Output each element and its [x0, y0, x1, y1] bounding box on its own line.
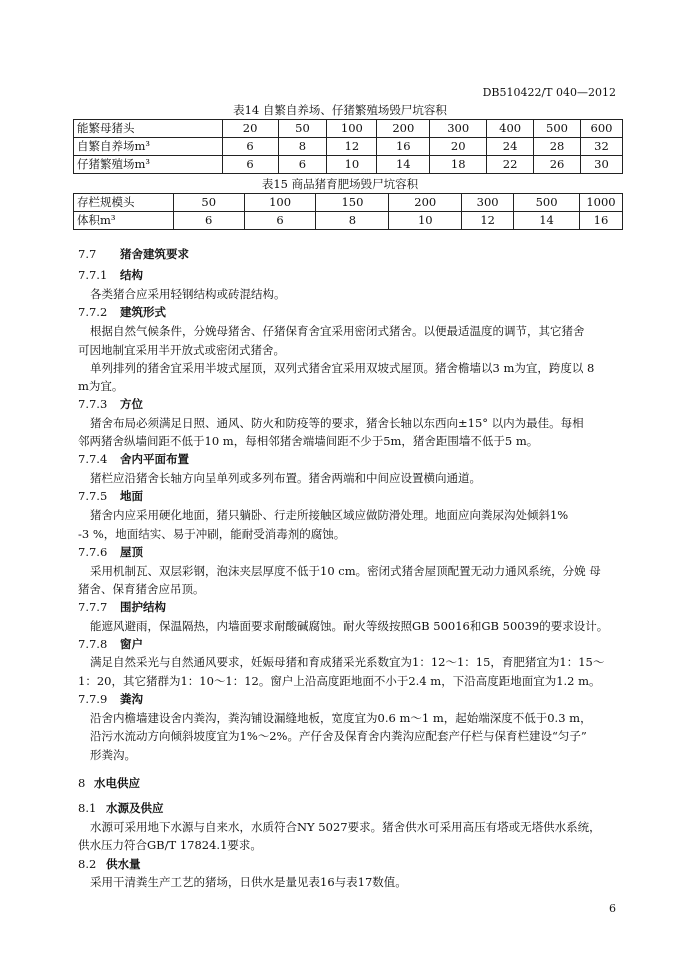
- section-heading-7-7-5: 7.7.5 地面: [78, 489, 143, 503]
- paragraph-line: 沿污水流动方向倾斜坡度宜为1%～2%。产仔舍及保育舍内粪沟应配套产仔栏与保育栏建设“匀子”: [90, 729, 587, 743]
- table-cell: 16: [377, 138, 430, 156]
- paragraph-line: 可因地制宜采用半开放式或密闭式猪舍。: [78, 343, 285, 357]
- section-heading-7-7-2: 7.7.2 建筑形式: [78, 305, 166, 319]
- paragraph-line: 满足自然采光与自然通风要求，妊娠母猪和育成猪采光系数宜为1：12～1：15，育肥猪宜为1：15～: [90, 655, 605, 669]
- table-cell: 100: [327, 120, 377, 138]
- section-heading-7-7-4: 7.7.4 舍内平面布置: [78, 452, 189, 466]
- document-code: DB510422/T 040—2012: [482, 86, 616, 99]
- section-heading-7-7-6: 7.7.6 屋顶: [78, 545, 143, 559]
- table-row: [74, 194, 623, 212]
- table-cell: 18: [430, 156, 487, 174]
- page-number: 6: [609, 902, 616, 915]
- table-cell: 300: [462, 194, 514, 212]
- table-cell: 28: [534, 138, 581, 156]
- table-cell: 20: [222, 120, 278, 138]
- table-cell: 150: [316, 194, 389, 212]
- paragraph-line: 根据自然气候条件，分娩母猪舍、仔猪保育舍宜采用密闭式猪舍。以便最适温度的调节，其它猪舍: [90, 324, 585, 338]
- paragraph-line: 1：20，其它猪群为1：10～1：12。窗户上沿高度距地面不小于2.4 m，下沿高度距地面宜为1.2 m。: [78, 674, 601, 688]
- table-cell: 14: [377, 156, 430, 174]
- table-cell: 400: [487, 120, 534, 138]
- table-cell: 6: [222, 138, 278, 156]
- table-row: [74, 156, 623, 174]
- table14-caption: 表14 自繁自养场、仔猪繁殖场毁尸坑容积: [233, 103, 447, 117]
- table-cell: 32: [580, 138, 622, 156]
- paragraph-line: 猪舍布局必须满足日照、通风、防火和防疫等的要求，猪舍长轴以东西向±15° 以内为最佳。每相: [90, 416, 584, 430]
- paragraph-line: 水源可采用地下水源与自来水，水质符合NY 5027要求。猪舍供水可采用高压有塔或无塔供水系统，: [90, 820, 601, 834]
- section-heading-8-2: 8.2 供水量: [78, 857, 141, 871]
- table-cell: 6: [173, 212, 244, 230]
- table-row: [74, 138, 623, 156]
- table14: [73, 119, 623, 174]
- section-heading-8-1: 8.1 水源及供应: [78, 801, 164, 815]
- table-cell: 能繁母猪头: [74, 120, 223, 138]
- table-cell: 存栏规模头: [74, 194, 174, 212]
- table-cell: 8: [316, 212, 389, 230]
- section-heading-7-7: 7.7 猪舍建筑要求: [78, 247, 189, 261]
- table-row: [74, 212, 623, 230]
- table-cell: 50: [173, 194, 244, 212]
- table-cell: 50: [278, 120, 327, 138]
- table-cell: 600: [580, 120, 622, 138]
- table-cell: 300: [430, 120, 487, 138]
- paragraph-line: -3 %，地面结实、易于冲刷，能耐受消毒剂的腐蚀。: [78, 527, 346, 541]
- table-cell: 1000: [579, 194, 622, 212]
- table-cell: 14: [514, 212, 580, 230]
- paragraph-line: 采用干清粪生产工艺的猪场，日供水是量见表16与表17数值。: [90, 875, 407, 889]
- table-cell: 16: [579, 212, 622, 230]
- paragraph-line: 形粪沟。: [90, 748, 136, 762]
- section-heading-7-7-7: 7.7.7 围护结构: [78, 600, 166, 614]
- paragraph-line: 各类猪合应采用轻钢结构或砖混结构。: [90, 287, 286, 301]
- paragraph-line: 猪舍、保育猪舍应吊顶。: [78, 582, 205, 596]
- table-cell: 6: [244, 212, 316, 230]
- table-cell: 30: [580, 156, 622, 174]
- table-cell: 10: [327, 156, 377, 174]
- table-cell: 24: [487, 138, 534, 156]
- paragraph-line: m为宜。: [78, 379, 124, 393]
- section-heading-7-7-8: 7.7.8 窗户: [78, 637, 143, 651]
- table-cell: 200: [377, 120, 430, 138]
- table-row: [74, 120, 623, 138]
- section-heading-7-7-9: 7.7.9 粪沟: [78, 692, 143, 706]
- paragraph-line: 单列排列的猪舍宜采用半坡式屋顶，双列式猪舍宜采用双坡式屋顶。猪舍檐墙以3 m为宜，跨度以 8: [90, 361, 595, 375]
- paragraph-line: 猪舍内应采用硬化地面，猪只躺卧、行走所接触区域应做防滑处理。地面应向粪尿沟处倾斜1%: [90, 508, 569, 522]
- paragraph-line: 猪栏应沿猪舍长轴方向呈单列或多列布置。猪舍两端和中间应设置横向通道。: [90, 471, 481, 485]
- table-cell: 体积m³: [74, 212, 174, 230]
- section-heading-7-7-1: 7.7.1 结构: [78, 268, 143, 282]
- table-cell: 500: [534, 120, 581, 138]
- table-cell: 200: [389, 194, 462, 212]
- table-cell: 22: [487, 156, 534, 174]
- table-cell: 6: [222, 156, 278, 174]
- table-cell: 12: [462, 212, 514, 230]
- table15: [73, 193, 623, 230]
- table-cell: 100: [244, 194, 316, 212]
- table15-caption: 表15 商品猪育肥场毁尸坑容积: [261, 177, 419, 191]
- table-cell: 自繁自养场m³: [74, 138, 223, 156]
- table-cell: 20: [430, 138, 487, 156]
- paragraph-line: 能遮风避雨，保温隔热，内墙面要求耐酸碱腐蚀。耐火等级按照GB 50016和GB 50039的要求设计。: [90, 619, 609, 633]
- table-cell: 10: [389, 212, 462, 230]
- paragraph-line: 沿舍内檐墙建设舍内粪沟，粪沟铺设漏缝地板，宽度宜为0.6 m～1 m，起始端深度不低于0.3 m，: [90, 711, 592, 725]
- section-heading-8: 8 水电供应: [78, 776, 140, 790]
- paragraph-line: 采用机制瓦、双层彩钢，泡沫夹层厚度不低于10 cm。密闭式猪舍屋顶配置无动力通风系统，分娩 母: [90, 564, 601, 578]
- table-cell: 26: [534, 156, 581, 174]
- section-heading-7-7-3: 7.7.3 方位: [78, 397, 143, 411]
- table-cell: 8: [278, 138, 327, 156]
- table-cell: 仔猪繁殖场m³: [74, 156, 223, 174]
- table-cell: 6: [278, 156, 327, 174]
- paragraph-line: 邻两猪舍纵墙间距不低于10 m，每相邻猪舍端墙间距不少于5m，猪舍距围墙不低于5 m。: [78, 434, 539, 448]
- paragraph-line: 供水压力符合GB/T 17824.1要求。: [78, 838, 262, 852]
- table-cell: 12: [327, 138, 377, 156]
- table-cell: 500: [514, 194, 580, 212]
